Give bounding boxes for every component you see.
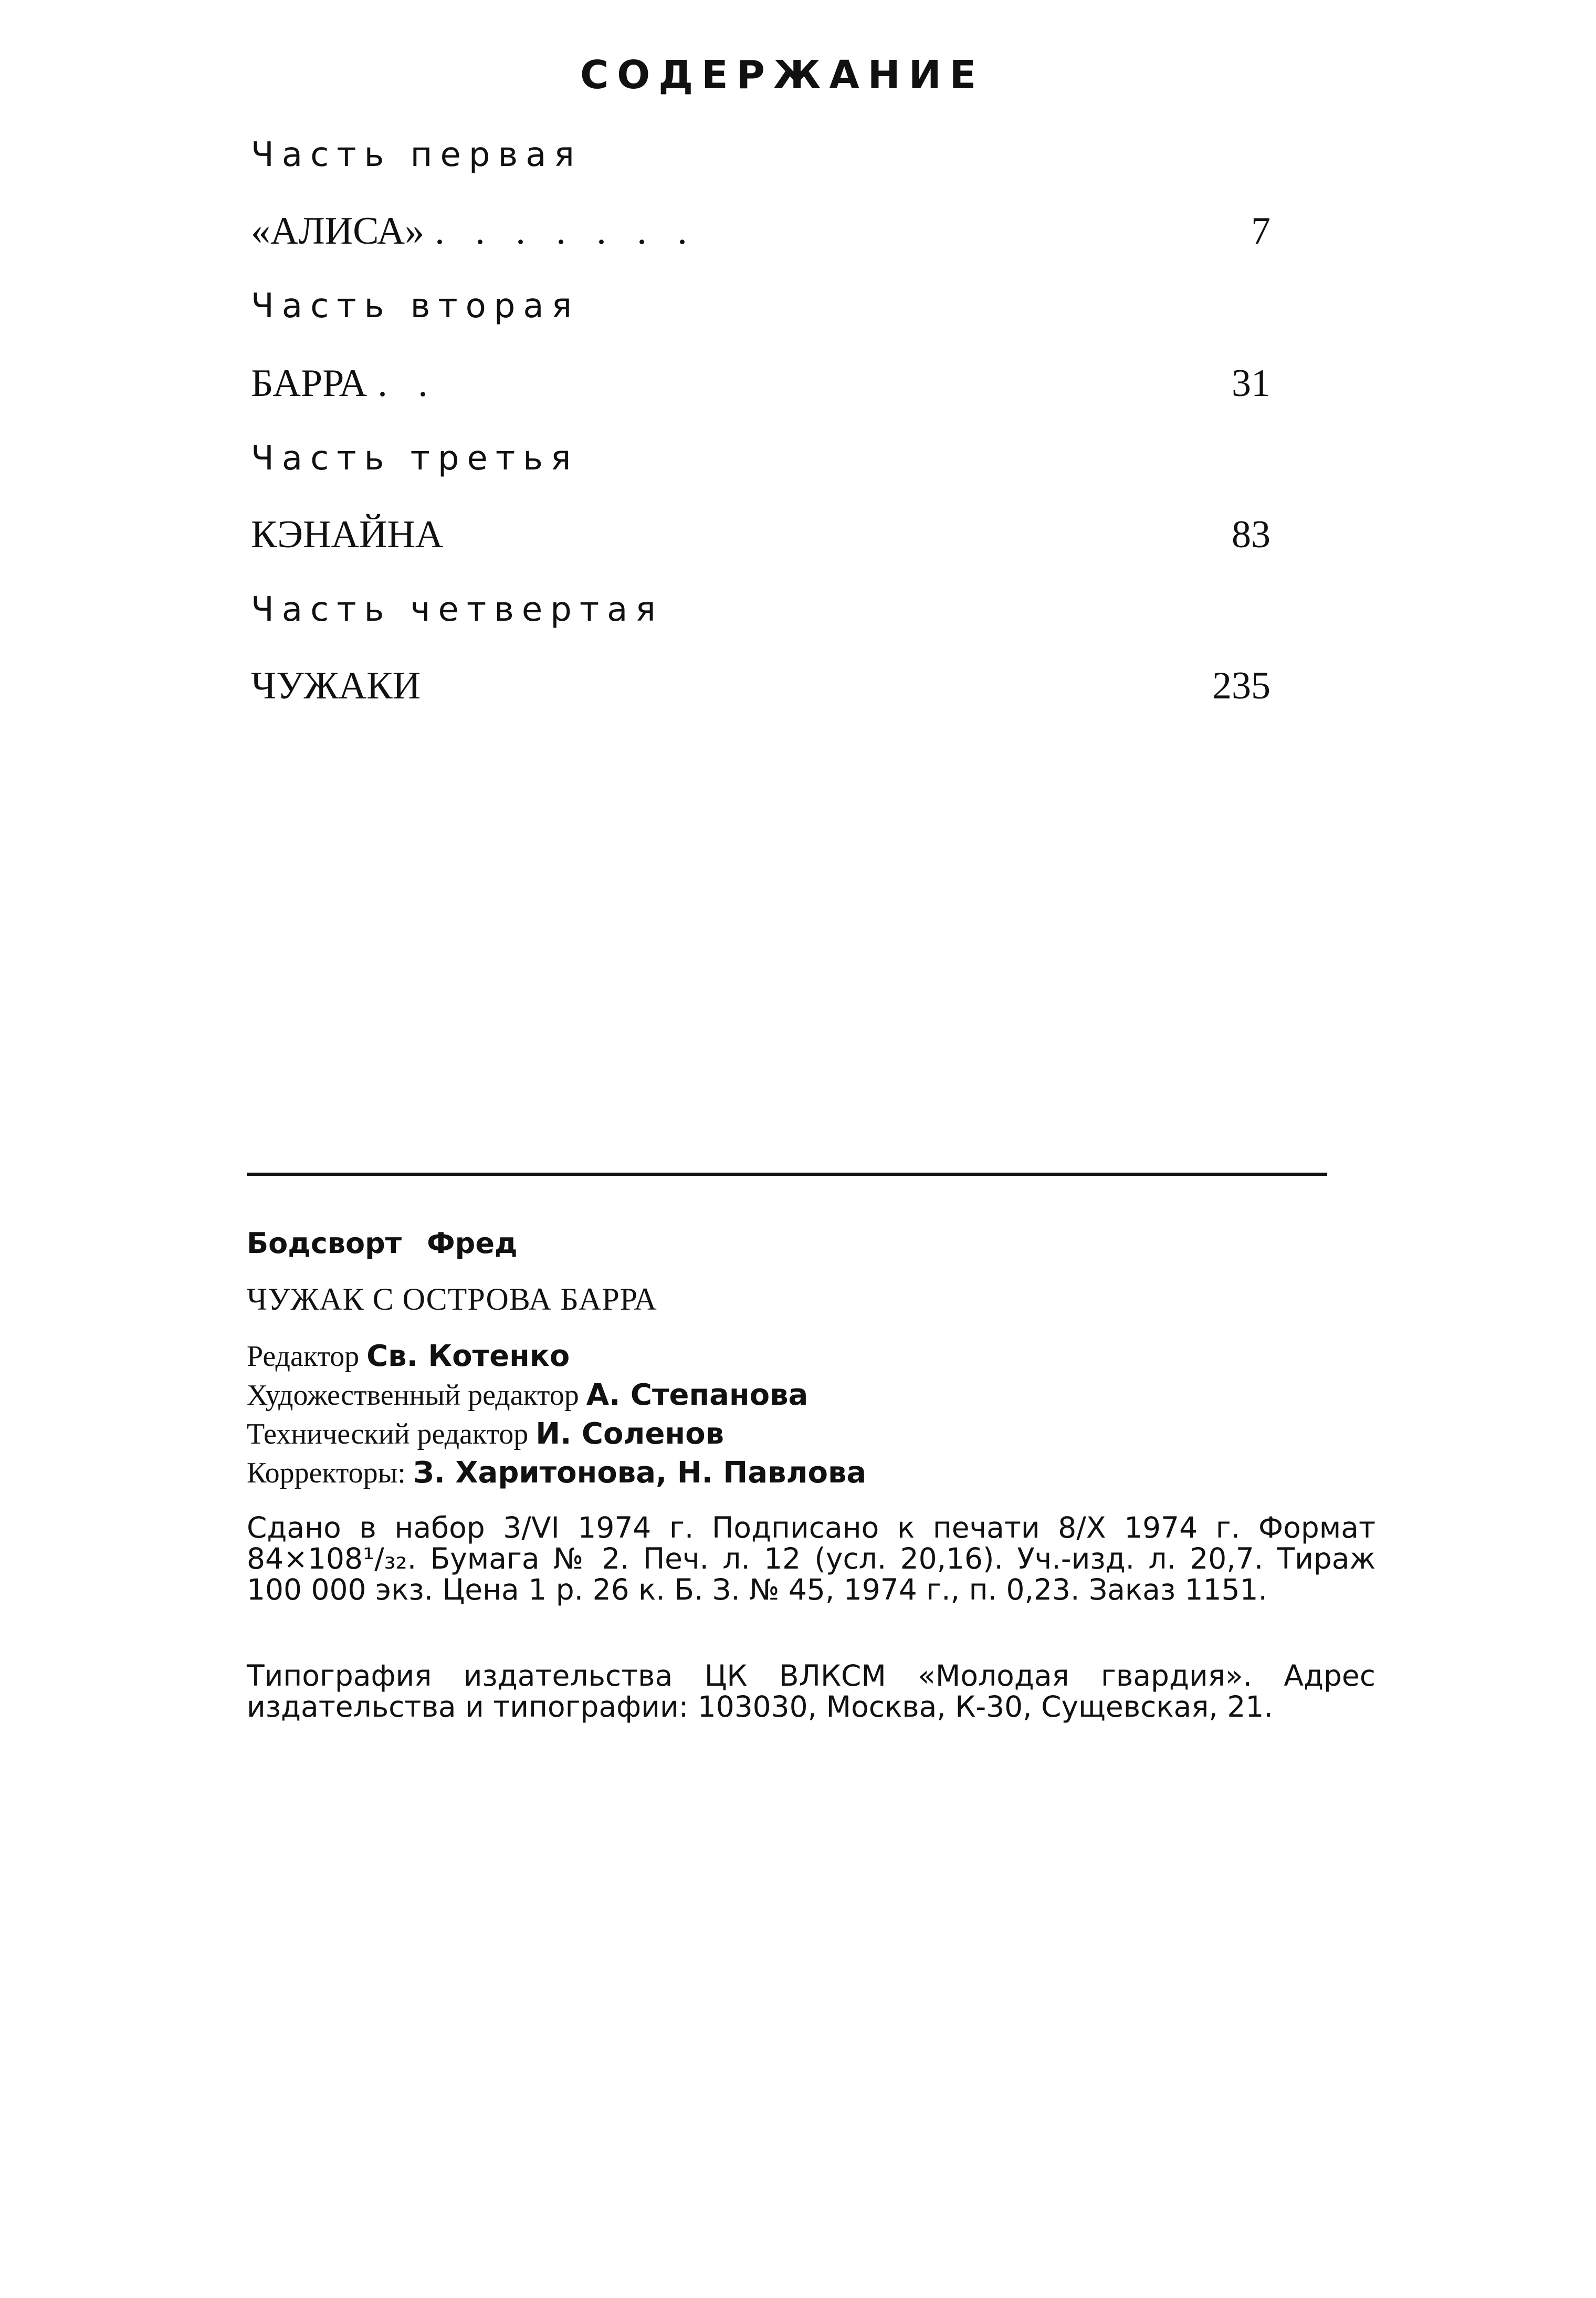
imprint-divider <box>247 1173 1327 1176</box>
credit-role: Редактор <box>247 1340 360 1373</box>
author-last-name: Бодсворт <box>247 1227 402 1260</box>
toc-entry-2-dots: . . <box>377 362 438 405</box>
toc-entry-1-page: 7 <box>1251 210 1270 253</box>
credit-name: И. Соленов <box>536 1417 724 1451</box>
toc-entry-1-title: «АЛИСА» <box>251 210 425 253</box>
credit-line <box>247 1376 866 1415</box>
part-1-label: Часть первая <box>251 135 582 174</box>
toc-entry-3-title: КЭНАЙНА <box>251 513 444 556</box>
credit-role: Художественный редактор <box>247 1379 579 1412</box>
credit-name: З. Харитонова, Н. Павлова <box>413 1456 867 1490</box>
toc-entry-4-page: 235 <box>1212 664 1270 707</box>
author-first-name: Фред <box>427 1227 518 1260</box>
toc-entry-1[interactable] <box>251 209 698 254</box>
credit-role: Технический редактор <box>247 1418 529 1450</box>
contents-title: СОДЕРЖАНИЕ <box>580 53 985 98</box>
toc-entry-4-title: ЧУЖАКИ <box>251 664 421 707</box>
toc-entry-3[interactable] <box>251 513 454 557</box>
toc-entry-2-page: 31 <box>1232 362 1270 405</box>
toc-entry-4[interactable] <box>251 664 431 708</box>
credit-name: А. Степанова <box>586 1378 808 1412</box>
credit-line <box>247 1415 866 1454</box>
credit-role: Корректоры: <box>247 1457 406 1489</box>
toc-entry-2[interactable] <box>251 361 438 406</box>
toc-entry-3-page: 83 <box>1232 513 1270 556</box>
part-4-label: Часть четвертая <box>251 590 664 629</box>
publication-data: Сдано в набор 3/VI 1974 г. Подписано к печати 8/X 1974 г. Формат 84×108¹/₃₂. Бумага № 2. Печ. л. 12 (усл. 20,16). Уч.-изд. л. 20,7. Тираж 100 000 экз. Цена 1 р. 26 к. Б. З. № 45, 1974 г., п. 0,23. Заказ 1151. <box>247 1511 1376 1606</box>
printer-info: Типография издательства ЦК ВЛКСМ «Молодая гвардия». Адрес издательства и типографии: 103030, Москва, К-30, Сущевская, 21. <box>247 1659 1376 1723</box>
toc-entry-1-dots: . . . . . . . <box>435 210 698 253</box>
toc-entry-2-title: БАРРА <box>251 362 368 405</box>
credit-name: Св. Котенко <box>366 1339 570 1373</box>
author-name <box>247 1227 518 1260</box>
credit-line <box>247 1454 866 1492</box>
part-3-label: Часть третья <box>251 439 579 478</box>
part-2-label: Часть вторая <box>251 287 580 326</box>
credits-block <box>247 1337 866 1492</box>
credit-line <box>247 1337 866 1376</box>
book-title: ЧУЖАК С ОСТРОВА БАРРА <box>247 1282 657 1317</box>
